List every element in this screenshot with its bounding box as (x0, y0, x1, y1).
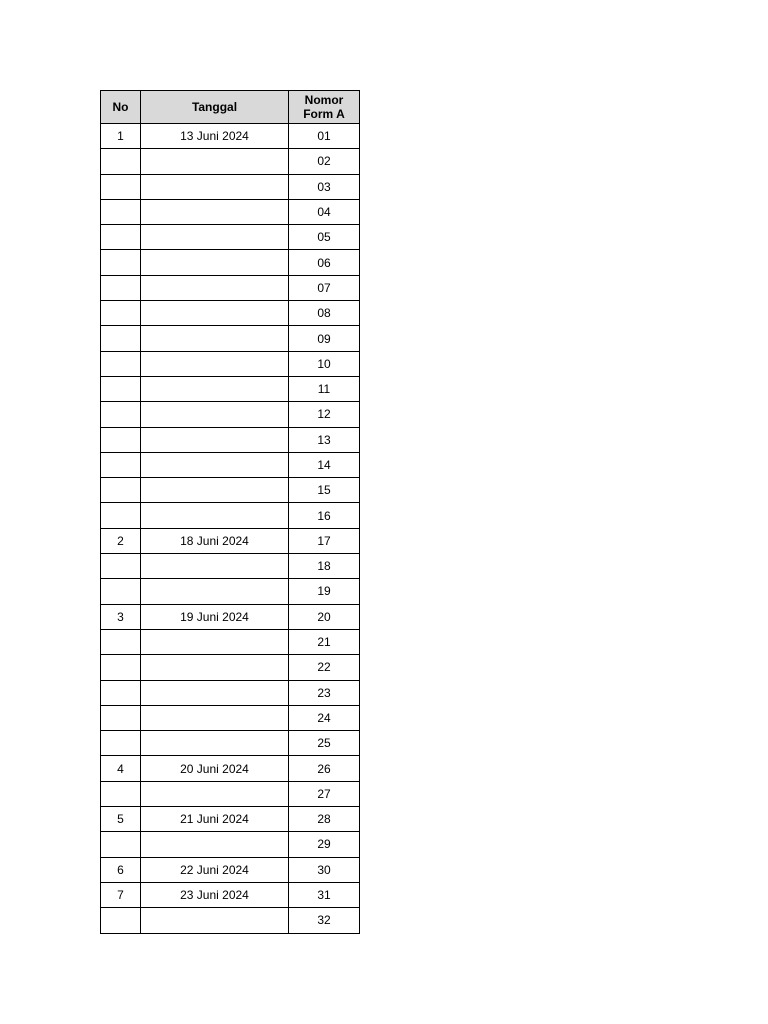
cell-tanggal (141, 579, 289, 604)
cell-nomor-form-a: 19 (289, 579, 360, 604)
table-row (101, 680, 360, 705)
table-row (101, 528, 360, 553)
cell-tanggal (141, 478, 289, 503)
cell-no (101, 250, 141, 275)
cell-no (101, 301, 141, 326)
cell-nomor-form-a: 28 (289, 807, 360, 832)
table-row (101, 807, 360, 832)
cell-no (101, 781, 141, 806)
cell-tanggal (141, 376, 289, 401)
table-row (101, 604, 360, 629)
cell-nomor-form-a: 13 (289, 427, 360, 452)
cell-tanggal (141, 452, 289, 477)
cell-nomor-form-a: 04 (289, 199, 360, 224)
cell-tanggal (141, 427, 289, 452)
cell-nomor-form-a: 06 (289, 250, 360, 275)
header-nomor-line1: Nomor (304, 93, 344, 107)
cell-nomor-form-a: 22 (289, 655, 360, 680)
cell-no: 6 (101, 857, 141, 882)
cell-nomor-form-a: 21 (289, 629, 360, 654)
cell-no (101, 452, 141, 477)
cell-no (101, 629, 141, 654)
cell-no (101, 554, 141, 579)
table-body (101, 124, 360, 934)
cell-nomor-form-a: 32 (289, 908, 360, 933)
header-no: No (101, 91, 141, 124)
cell-no (101, 579, 141, 604)
table-row (101, 832, 360, 857)
cell-tanggal (141, 174, 289, 199)
cell-no (101, 402, 141, 427)
cell-no: 5 (101, 807, 141, 832)
table-row (101, 149, 360, 174)
cell-nomor-form-a: 01 (289, 124, 360, 149)
cell-no (101, 149, 141, 174)
cell-nomor-form-a: 27 (289, 781, 360, 806)
table-row (101, 756, 360, 781)
cell-tanggal: 23 Juni 2024 (141, 882, 289, 907)
table-row (101, 402, 360, 427)
cell-tanggal (141, 554, 289, 579)
cell-no (101, 199, 141, 224)
cell-tanggal (141, 402, 289, 427)
cell-nomor-form-a: 23 (289, 680, 360, 705)
cell-nomor-form-a: 20 (289, 604, 360, 629)
table-row (101, 301, 360, 326)
cell-nomor-form-a: 26 (289, 756, 360, 781)
cell-no (101, 655, 141, 680)
table-row (101, 655, 360, 680)
cell-tanggal (141, 351, 289, 376)
cell-tanggal (141, 731, 289, 756)
table-row (101, 781, 360, 806)
table-row (101, 478, 360, 503)
table-row (101, 326, 360, 351)
cell-no: 1 (101, 124, 141, 149)
cell-no (101, 503, 141, 528)
cell-tanggal (141, 225, 289, 250)
header-tanggal: Tanggal (141, 91, 289, 124)
cell-tanggal: 19 Juni 2024 (141, 604, 289, 629)
cell-no (101, 376, 141, 401)
cell-no: 4 (101, 756, 141, 781)
cell-nomor-form-a: 30 (289, 857, 360, 882)
cell-no (101, 225, 141, 250)
table-row (101, 554, 360, 579)
table-row (101, 225, 360, 250)
cell-nomor-form-a: 18 (289, 554, 360, 579)
cell-no (101, 275, 141, 300)
cell-nomor-form-a: 10 (289, 351, 360, 376)
cell-nomor-form-a: 12 (289, 402, 360, 427)
cell-nomor-form-a: 31 (289, 882, 360, 907)
cell-tanggal (141, 149, 289, 174)
cell-nomor-form-a: 05 (289, 225, 360, 250)
cell-no: 2 (101, 528, 141, 553)
cell-tanggal (141, 655, 289, 680)
table-row (101, 908, 360, 933)
cell-tanggal (141, 629, 289, 654)
header-row (101, 91, 360, 124)
table-row (101, 376, 360, 401)
cell-nomor-form-a: 15 (289, 478, 360, 503)
cell-tanggal (141, 301, 289, 326)
table-row (101, 503, 360, 528)
cell-no (101, 832, 141, 857)
cell-tanggal (141, 326, 289, 351)
cell-tanggal (141, 275, 289, 300)
cell-tanggal: 13 Juni 2024 (141, 124, 289, 149)
table-row (101, 124, 360, 149)
cell-nomor-form-a: 02 (289, 149, 360, 174)
cell-nomor-form-a: 03 (289, 174, 360, 199)
cell-tanggal: 22 Juni 2024 (141, 857, 289, 882)
cell-tanggal (141, 705, 289, 730)
table-row (101, 731, 360, 756)
cell-nomor-form-a: 11 (289, 376, 360, 401)
table-row (101, 452, 360, 477)
cell-nomor-form-a: 14 (289, 452, 360, 477)
cell-tanggal: 20 Juni 2024 (141, 756, 289, 781)
cell-tanggal (141, 832, 289, 857)
form-a-table (100, 90, 360, 934)
cell-tanggal (141, 199, 289, 224)
cell-no (101, 174, 141, 199)
cell-tanggal (141, 503, 289, 528)
cell-nomor-form-a: 09 (289, 326, 360, 351)
header-nomor-line2: Form A (303, 107, 345, 121)
table-row (101, 174, 360, 199)
cell-tanggal: 21 Juni 2024 (141, 807, 289, 832)
cell-no (101, 731, 141, 756)
table-row (101, 857, 360, 882)
cell-tanggal (141, 781, 289, 806)
table-row (101, 629, 360, 654)
cell-nomor-form-a: 17 (289, 528, 360, 553)
table-row (101, 199, 360, 224)
cell-nomor-form-a: 08 (289, 301, 360, 326)
cell-no (101, 478, 141, 503)
table-row (101, 275, 360, 300)
cell-no: 7 (101, 882, 141, 907)
cell-tanggal (141, 680, 289, 705)
table-row (101, 427, 360, 452)
cell-nomor-form-a: 07 (289, 275, 360, 300)
table-row (101, 250, 360, 275)
table-row (101, 705, 360, 730)
header-nomor-form-a (289, 91, 360, 124)
table-row (101, 351, 360, 376)
cell-no (101, 680, 141, 705)
table-header (101, 91, 360, 124)
cell-no (101, 908, 141, 933)
cell-tanggal (141, 908, 289, 933)
cell-nomor-form-a: 25 (289, 731, 360, 756)
cell-no (101, 427, 141, 452)
cell-nomor-form-a: 24 (289, 705, 360, 730)
cell-no (101, 351, 141, 376)
table-row (101, 579, 360, 604)
cell-no: 3 (101, 604, 141, 629)
cell-nomor-form-a: 29 (289, 832, 360, 857)
cell-tanggal (141, 250, 289, 275)
cell-no (101, 326, 141, 351)
table-row (101, 882, 360, 907)
cell-nomor-form-a: 16 (289, 503, 360, 528)
cell-no (101, 705, 141, 730)
cell-tanggal: 18 Juni 2024 (141, 528, 289, 553)
